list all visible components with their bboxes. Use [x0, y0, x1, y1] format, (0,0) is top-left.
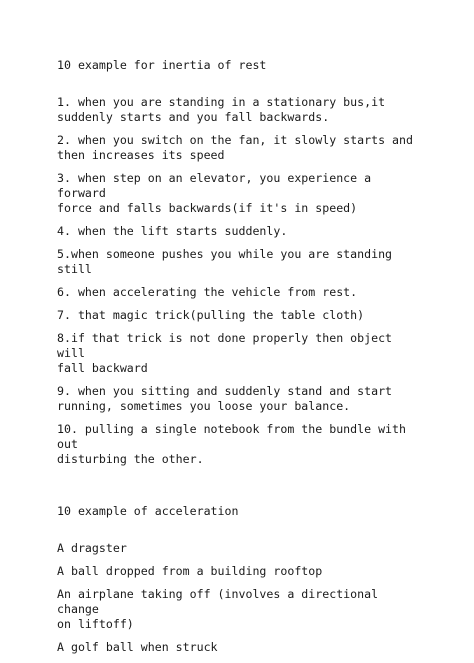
- inertia-item-5: 5.when someone pushes you while you are standing still: [57, 247, 400, 276]
- acceleration-heading: 10 example of acceleration: [57, 504, 239, 518]
- acceleration-section: [57, 504, 417, 655]
- inertia-item-6: 6. when accelerating the vehicle from rest.: [57, 285, 358, 299]
- acceleration-item-1: A dragster: [57, 541, 127, 555]
- inertia-heading: 10 example for inertia of rest: [57, 58, 267, 72]
- inertia-section: [57, 58, 417, 467]
- document-body: [57, 58, 417, 663]
- acceleration-item-2: A ball dropped from a building rooftop: [57, 564, 323, 578]
- inertia-item-8: 8.if that trick is not done properly then object will fall backward: [57, 331, 393, 375]
- inertia-item-1: 1. when you are standing in a stationary bus,it suddenly starts and you fall backwards.: [57, 95, 386, 124]
- inertia-item-10: 10. pulling a single notebook from the bundle with out disturbing the other.: [57, 422, 407, 466]
- inertia-item-7: 7. that magic trick(pulling the table cloth): [57, 308, 365, 322]
- inertia-item-9: 9. when you sitting and suddenly stand and start running, sometimes you loose your balance.: [57, 384, 393, 413]
- inertia-item-4: 4. when the lift starts suddenly.: [57, 224, 288, 238]
- acceleration-item-4: A golf ball when struck: [57, 640, 218, 654]
- inertia-item-3: 3. when step on an elevator, you experience a forward force and falls backwards(if it's in speed): [57, 171, 372, 215]
- acceleration-item-3: An airplane taking off (involves a directional change on liftoff): [57, 587, 379, 631]
- inertia-item-2: 2. when you switch on the fan, it slowly starts and then increases its speed: [57, 133, 413, 162]
